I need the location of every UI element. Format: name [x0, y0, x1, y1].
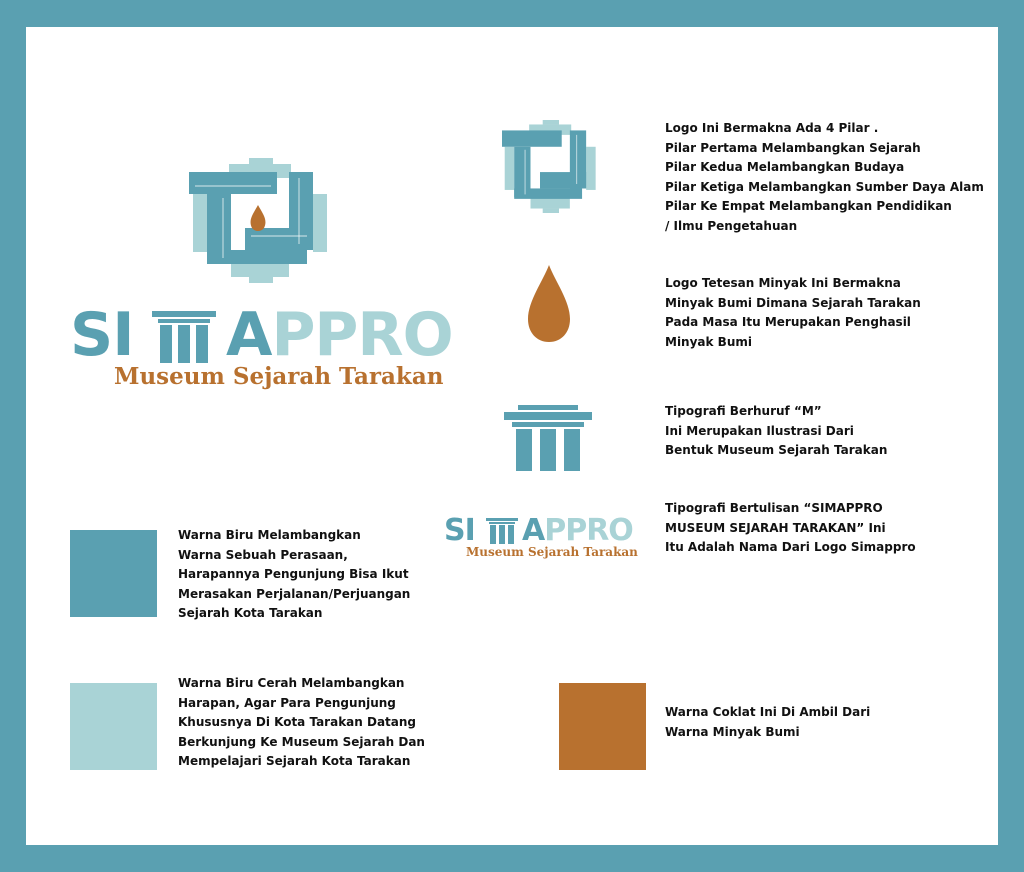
light-blue-line: Mempelajari Sejarah Kota Tarakan — [178, 754, 411, 768]
main-logo-appro — [226, 300, 453, 370]
design-card — [26, 27, 998, 845]
blue-line: Warna Sebuah Perasaan, — [178, 547, 348, 562]
light-blue-description — [178, 674, 425, 772]
drop-line: Minyak Bumi Dimana Sejarah Tarakan — [665, 295, 921, 310]
pillar-line: Pilar Ke Empat Melambangkan Pendidikan — [665, 199, 952, 213]
m-letter-line: Tipografi Berhuruf “M” — [665, 404, 822, 418]
wordmark-line: MUSEUM SEJARAH TARAKAN” Ini — [665, 520, 886, 535]
m-letter-description — [665, 402, 887, 461]
drop-line: Pada Masa Itu Merupakan Penghasil — [665, 315, 911, 329]
brown-swatch — [559, 683, 646, 770]
main-logo-si: SI — [70, 300, 134, 370]
small-logo-si: SI — [444, 513, 475, 548]
pillar-line: Pilar Pertama Melambangkan Sejarah — [665, 140, 921, 155]
drop-line: Minyak Bumi — [665, 334, 752, 349]
oil-drop-icon — [526, 265, 572, 343]
small-logo-ppro: PPRO — [544, 513, 633, 548]
blue-line: Sejarah Kota Tarakan — [178, 606, 323, 620]
brown-line: Warna Coklat Ini Di Ambil Dari — [665, 705, 871, 719]
wordmark-line: Itu Adalah Nama Dari Logo Simappro — [665, 540, 916, 554]
small-logo-m-columns — [486, 518, 518, 544]
light-blue-line: Berkunjung Ke Museum Sejarah Dan — [178, 734, 425, 749]
small-logo-subtitle: Museum Sejarah Tarakan — [466, 545, 638, 559]
blue-line: Warna Biru Melambangkan — [178, 528, 361, 542]
small-logo-a: A — [522, 513, 545, 548]
main-logo-ppro: PPRO — [271, 300, 453, 370]
m-letter-line: Ini Merupakan Ilustrasi Dari — [665, 423, 854, 438]
pillar-line: / Ilmu Pengetahuan — [665, 218, 798, 233]
small-logo-appro — [522, 515, 633, 547]
main-logo-m-columns — [152, 311, 216, 363]
light-blue-line: Warna Biru Cerah Melambangkan — [178, 676, 405, 690]
pillar-line: Pilar Kedua Melambangkan Budaya — [665, 160, 905, 174]
wordmark-description — [665, 499, 916, 558]
light-blue-swatch — [70, 683, 157, 770]
blue-line: Merasakan Perjalanan/Perjuangan — [178, 586, 411, 601]
main-logo-a: A — [226, 300, 272, 370]
pillar-line: Pilar Ketiga Melambangkan Sumber Daya Alam — [665, 179, 984, 194]
pillar-description — [665, 119, 984, 236]
pillar-line: Logo Ini Bermakna Ada 4 Pilar . — [665, 121, 879, 135]
wordmark-line: Tipografi Bertulisan “SIMAPPRO — [665, 501, 883, 515]
brown-line: Warna Minyak Bumi — [665, 724, 800, 739]
main-pillar-emblem — [189, 158, 329, 283]
light-blue-line: Khususnya Di Kota Tarakan Datang — [178, 715, 417, 729]
drop-line: Logo Tetesan Minyak Ini Bermakna — [665, 276, 901, 290]
brown-description — [665, 703, 870, 742]
light-blue-line: Harapan, Agar Para Pengunjung — [178, 695, 396, 710]
main-logo-subtitle: Museum Sejarah Tarakan — [114, 363, 444, 390]
blue-swatch — [70, 530, 157, 617]
pillar-emblem-icon — [502, 120, 597, 213]
museum-m-icon — [504, 405, 592, 471]
drop-description — [665, 274, 921, 352]
blue-line: Harapannya Pengunjung Bisa Ikut — [178, 567, 409, 581]
m-letter-line: Bentuk Museum Sejarah Tarakan — [665, 443, 888, 457]
blue-description — [178, 526, 410, 624]
